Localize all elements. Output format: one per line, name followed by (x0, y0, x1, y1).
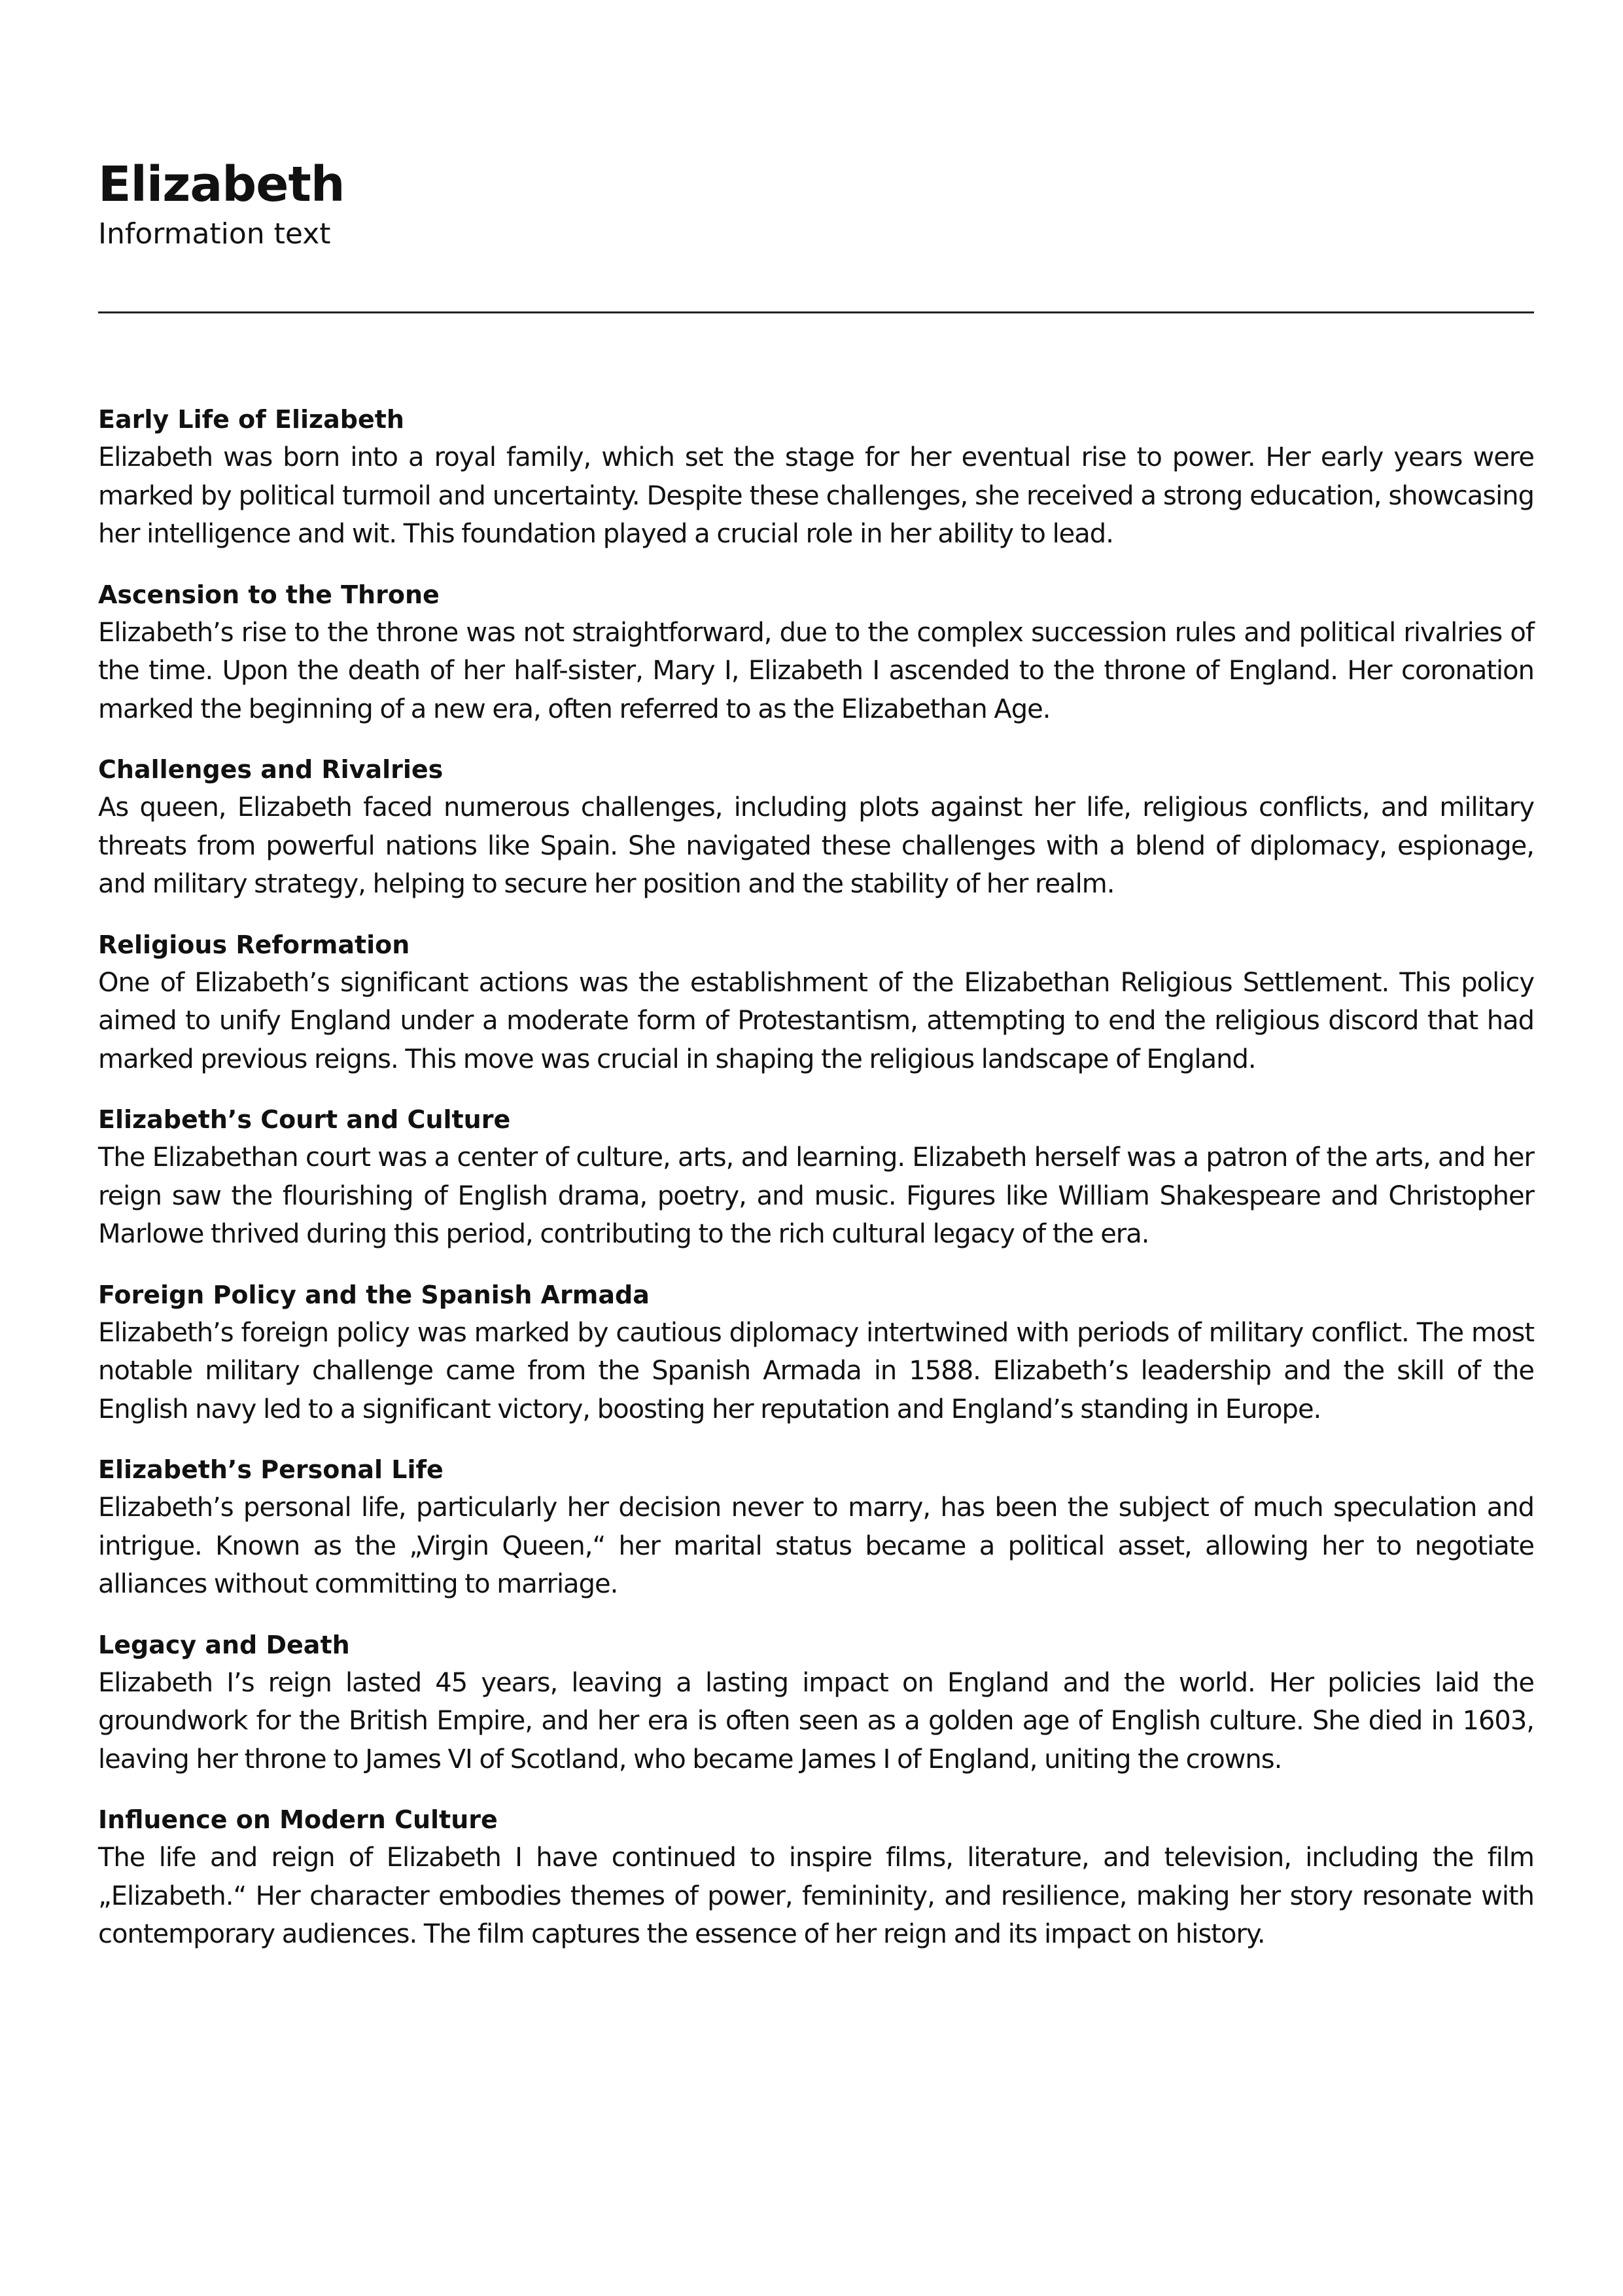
section-paragraph: Elizabeth’s rise to the throne was not straightforward, due to the complex succession rules and political rivalries of the time. Upon the death of her half-sister, Mary I, Elizabeth I ascended to the throne of England. Her coronation marked the beginning of a new era, often referred to as the Elizabethan Age. (98, 617, 1534, 724)
section-paragraph: The life and reign of Elizabeth I have continued to inspire films, literature, and television, including the film „Elizabeth.“ Her character embodies themes of power, femininity, and resilience, making her story resonate with contemporary audiences. The film captures the essence of her reign and its impact on history. (98, 1843, 1534, 1949)
section-ascension (98, 576, 1534, 729)
section-legacy-death (98, 1626, 1534, 1779)
section-heading: Religious Reformation (98, 930, 410, 959)
document-title: Elizabeth (98, 156, 345, 213)
section-paragraph: One of Elizabeth’s significant actions was the establishment of the Elizabethan Religious Settlement. This policy aimed to unify England under a moderate form of Protestantism, attempting to end the religious discord that had marked previous reigns. This move was crucial in shaping the religious landscape of England. (98, 967, 1534, 1074)
section-paragraph: Elizabeth’s foreign policy was marked by cautious diplomacy intertwined with periods of military conflict. The most notable military challenge came from the Spanish Armada in 1588. Elizabeth’s leadership and the skill of the English navy led to a significant victory, boosting her reputation and England’s standing in Europe. (98, 1317, 1534, 1424)
section-heading: Influence on Modern Culture (98, 1805, 498, 1834)
section-paragraph: Elizabeth was born into a royal family, which set the stage for her eventual rise to power. Her early years were marked by political turmoil and uncertainty. Despite these challenges, she received a strong education, showcasing her intelligence and wit. This foundation played a crucial role in her ability to lead. (98, 442, 1534, 549)
title-divider (98, 311, 1534, 313)
document-subtitle: Information text (98, 217, 331, 251)
section-challenges (98, 751, 1534, 904)
section-paragraph: Elizabeth’s personal life, particularly her decision never to marry, has been the subject of much speculation and intrigue. Known as the „Virgin Queen,“ her marital status became a political asset, allowing her to negotiate alliances without committing to marriage. (98, 1492, 1534, 1599)
section-heading: Early Life of Elizabeth (98, 405, 404, 434)
section-paragraph: As queen, Elizabeth faced numerous challenges, including plots against her life, religious conflicts, and military threats from powerful nations like Spain. She navigated these challenges with a blend of diplomacy, espionage, and military strategy, helping to secure her position and the stability of her realm. (98, 792, 1534, 899)
section-religious-reformation (98, 926, 1534, 1079)
section-modern-culture (98, 1801, 1534, 1954)
section-heading: Challenges and Rivalries (98, 755, 444, 784)
section-early-life (98, 400, 1534, 554)
content-sections (98, 400, 1534, 1976)
section-heading: Legacy and Death (98, 1630, 350, 1659)
section-paragraph: Elizabeth I’s reign lasted 45 years, leaving a lasting impact on England and the world. Her policies laid the groundwork for the British Empire, and her era is often seen as a golden age of English culture. She died in 1603, leaving her throne to James VI of Scotland, who became James I of England, uniting the crowns. (98, 1667, 1534, 1775)
section-foreign-policy (98, 1276, 1534, 1429)
section-paragraph: The Elizabethan court was a center of culture, arts, and learning. Elizabeth herself was a patron of the arts, and her reign saw the flourishing of English drama, poetry, and music. Figures like William Shakespeare and Christopher Marlowe thrived during this period, contributing to the rich cultural legacy of the era. (98, 1142, 1534, 1249)
section-heading: Elizabeth’s Court and Culture (98, 1105, 511, 1134)
section-heading: Ascension to the Throne (98, 580, 440, 609)
section-personal-life (98, 1451, 1534, 1604)
section-heading: Foreign Policy and the Spanish Armada (98, 1280, 650, 1309)
section-court-culture (98, 1101, 1534, 1254)
section-heading: Elizabeth’s Personal Life (98, 1455, 444, 1484)
